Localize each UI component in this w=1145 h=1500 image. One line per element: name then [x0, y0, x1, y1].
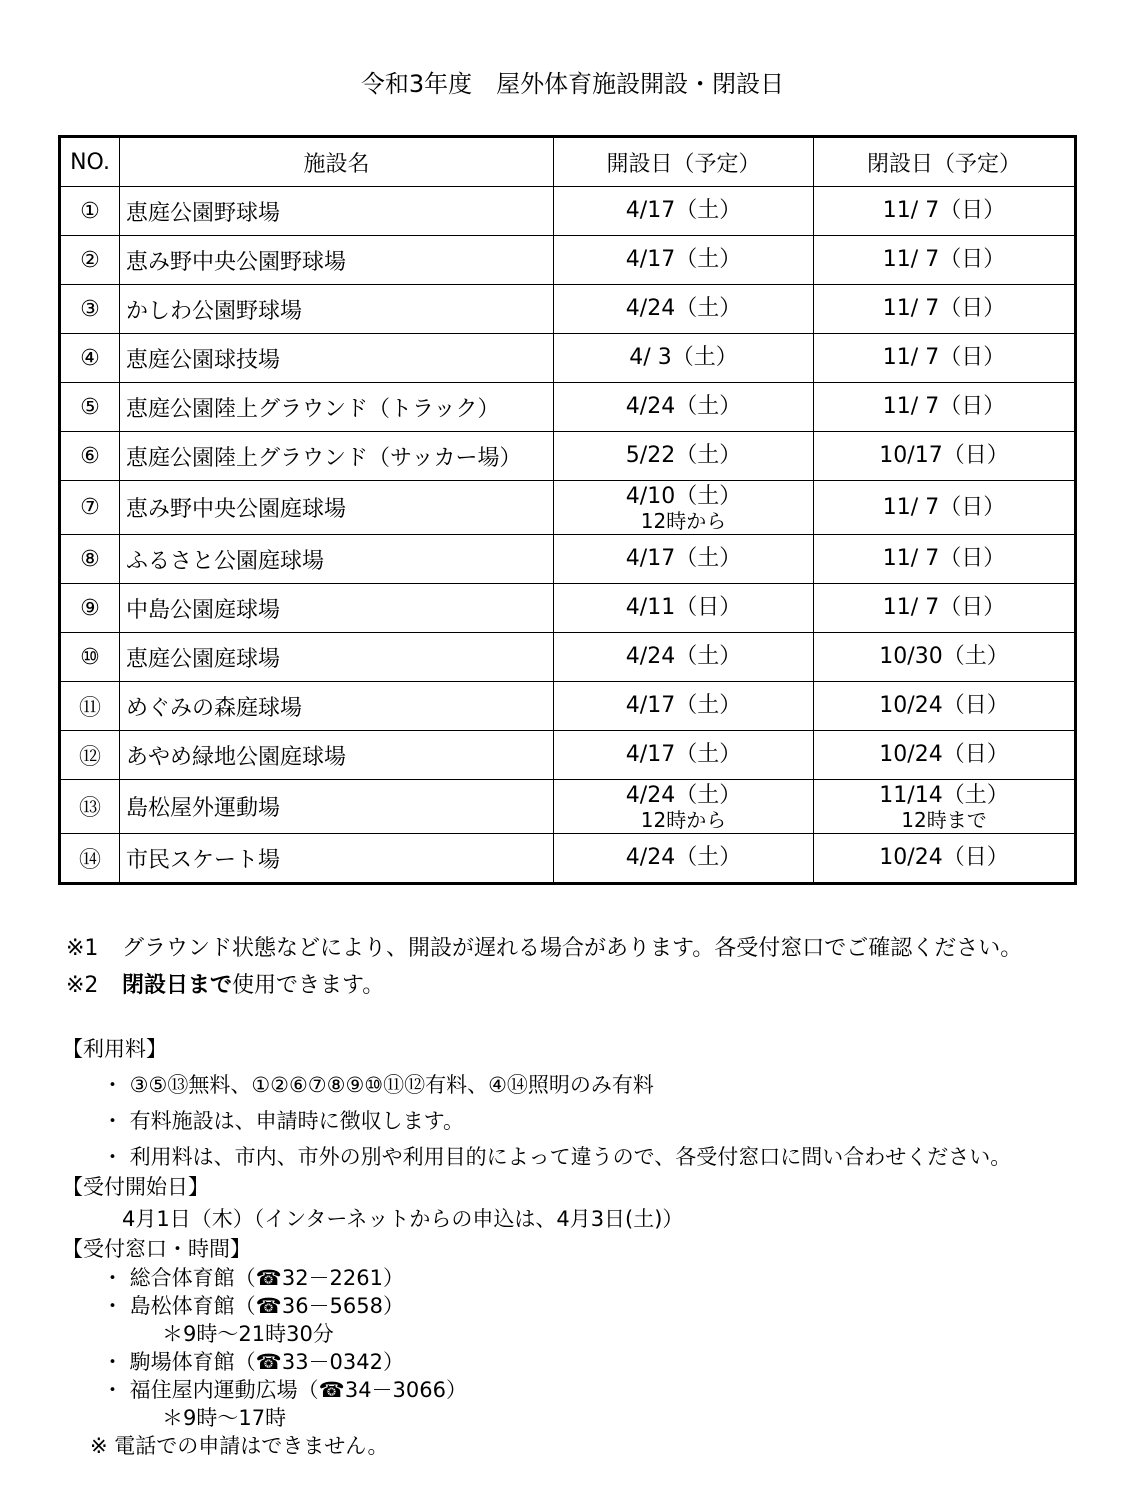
row-number	[60, 633, 120, 682]
open-date	[554, 383, 814, 432]
row-number	[60, 780, 120, 834]
table-row	[60, 383, 1076, 432]
facility-name	[120, 334, 554, 383]
row-number-text: ⑤	[80, 394, 100, 420]
facility-name	[120, 285, 554, 334]
facility-name-text: 恵庭公園陸上グラウンド（サッカー場）	[126, 445, 522, 471]
open-date	[554, 187, 814, 236]
close-date	[814, 432, 1076, 481]
facility-name-text: 恵庭公園庭球場	[126, 646, 281, 672]
facility-name-text: 島松屋外運動場	[126, 796, 281, 821]
table-row	[60, 236, 1076, 285]
open-date-text: 4/ 3（土）	[629, 345, 738, 370]
facility-name	[120, 481, 554, 535]
close-date	[814, 187, 1076, 236]
close-date-text: 11/ 7（日）	[882, 494, 1006, 520]
close-date	[814, 584, 1076, 633]
row-number-text: ⑬	[78, 796, 101, 821]
facility-name-text: ふるさと公園庭球場	[126, 548, 325, 574]
header-name: 施設名	[120, 137, 554, 187]
row-number-text: ⑫	[78, 744, 101, 770]
facility-name-text: 恵庭公園陸上グラウンド（トラック）	[126, 396, 500, 422]
facility-name	[120, 633, 554, 682]
note-1-text: グラウンド状態などにより、開設が遅れる場合があります。各受付窓口でご確認ください。	[122, 936, 1023, 961]
counter-item: ・ 島松体育館（☎36－5658）	[102, 1294, 404, 1318]
close-date	[814, 731, 1076, 780]
row-number	[60, 731, 120, 780]
facility-name	[120, 731, 554, 780]
close-date-text: 10/30（土）	[879, 644, 1009, 669]
close-date-text: 11/ 7（日）	[882, 546, 1006, 571]
close-date	[814, 682, 1076, 731]
close-date	[814, 780, 1076, 834]
facility-name-text: めぐみの森庭球場	[126, 695, 303, 721]
facility-name	[120, 383, 554, 432]
counters-heading: 【受付窓口・時間】	[62, 1237, 251, 1261]
fees-item: ・ 有料施設は、申請時に徴収します。	[102, 1109, 464, 1133]
close-date-text: 11/ 7（日）	[882, 394, 1006, 419]
row-number	[60, 682, 120, 731]
counter-item: ・ 福住屋内運動広場（☎34－3066）	[102, 1378, 467, 1402]
open-date	[554, 334, 814, 383]
facility-name-text: あやめ緑地公園庭球場	[126, 744, 347, 770]
facility-name	[120, 187, 554, 236]
open-date	[554, 584, 814, 633]
counters-note: ※ 電話での申請はできません。	[90, 1434, 389, 1458]
open-date-text: 4/17（土）	[625, 247, 742, 272]
row-number	[60, 187, 120, 236]
row-number-text: ⑦	[80, 495, 100, 520]
close-date-text: 10/17（日）	[879, 443, 1009, 468]
facility-name-text: かしわ公園野球場	[126, 298, 303, 324]
facility-name-text: 中島公園庭球場	[126, 597, 281, 623]
row-number	[60, 236, 120, 285]
counter-item: ・ 総合体育館（☎32－2261）	[102, 1266, 404, 1290]
open-date	[554, 633, 814, 682]
note-2	[66, 967, 1022, 1004]
table-row	[60, 731, 1076, 780]
counter-hours: ＊9時～17時	[162, 1406, 287, 1430]
row-number	[60, 432, 120, 481]
open-date-text: 4/24（土）	[625, 782, 742, 808]
row-number-text: ⑧	[80, 546, 100, 572]
facility-name	[120, 432, 554, 481]
close-date-text: 11/ 7（日）	[882, 296, 1006, 321]
open-date-text: 4/24（土）	[625, 845, 742, 870]
facility-name-text: 市民スケート場	[126, 847, 281, 873]
row-number-text: ⑪	[78, 695, 101, 721]
open-date	[554, 481, 814, 535]
table-row	[60, 584, 1076, 633]
open-date-text: 4/11（日）	[625, 595, 742, 620]
table-row	[60, 633, 1076, 682]
close-date-text: 11/ 7（日）	[882, 345, 1006, 370]
open-date-text: 5/22（土）	[625, 443, 742, 468]
open-date	[554, 780, 814, 834]
table-row	[60, 334, 1076, 383]
note-2-bold: 閉設日まで	[122, 973, 233, 998]
open-date-text: 4/17（土）	[625, 693, 742, 718]
close-date-text: 10/24（日）	[879, 742, 1009, 767]
facility-name	[120, 682, 554, 731]
open-date	[554, 285, 814, 334]
start-heading: 【受付開始日】	[62, 1175, 209, 1199]
facility-name	[120, 780, 554, 834]
note-1-mark: ※1	[66, 936, 99, 961]
close-date-text: 11/ 7（日）	[882, 198, 1006, 223]
header-no: NO.	[60, 137, 120, 187]
row-number-text: ⑥	[80, 443, 100, 469]
page-title: 令和3年度 屋外体育施設開設・閉設日	[360, 70, 785, 98]
close-date	[814, 633, 1076, 682]
fees-item: ・ ③⑤⑬無料、①②⑥⑦⑧⑨⑩⑪⑫有料、④⑭照明のみ有料	[102, 1073, 654, 1097]
facility-name	[120, 834, 554, 884]
row-number	[60, 383, 120, 432]
close-date-text: 10/24（日）	[879, 693, 1009, 718]
open-date-text: 4/17（土）	[625, 742, 742, 767]
close-date	[814, 383, 1076, 432]
facility-name	[120, 236, 554, 285]
close-date	[814, 236, 1076, 285]
row-number-text: ⑭	[78, 847, 101, 873]
open-date	[554, 535, 814, 584]
row-number-text: ③	[80, 296, 100, 322]
open-date-text: 4/24（土）	[625, 296, 742, 321]
row-number	[60, 285, 120, 334]
open-date-text: 4/24（土）	[625, 644, 742, 669]
open-note: 12時から	[640, 807, 727, 832]
open-date-text: 4/24（土）	[625, 394, 742, 419]
row-number-text: ①	[80, 198, 100, 224]
facility-table	[58, 135, 1077, 885]
note-1	[66, 930, 1022, 967]
facility-name	[120, 584, 554, 633]
table-row	[60, 432, 1076, 481]
fees-heading: 【利用料】	[62, 1037, 167, 1061]
row-number-text: ②	[80, 247, 100, 273]
header-close: 閉設日（予定）	[814, 137, 1076, 187]
counter-item: ・ 駒場体育館（☎33－0342）	[102, 1350, 404, 1374]
close-date-text: 11/14（土）	[879, 782, 1009, 808]
open-date-text: 4/17（土）	[625, 546, 742, 571]
open-date-text: 4/17（土）	[625, 198, 742, 223]
row-number	[60, 834, 120, 884]
row-number-text: ④	[80, 345, 100, 371]
notes	[66, 930, 1022, 1004]
row-number-text: ⑨	[80, 595, 100, 621]
table-row	[60, 682, 1076, 731]
row-number-text: ⑩	[80, 644, 100, 670]
row-number	[60, 584, 120, 633]
row-number	[60, 334, 120, 383]
counter-hours: ＊9時～21時30分	[162, 1322, 334, 1346]
open-date	[554, 432, 814, 481]
row-number	[60, 481, 120, 535]
open-date	[554, 236, 814, 285]
table-row	[60, 187, 1076, 236]
close-date-text: 11/ 7（日）	[882, 247, 1006, 272]
table-header-row	[60, 137, 1076, 187]
facility-name-text: 恵み野中央公園庭球場	[126, 497, 347, 522]
facility-name	[120, 535, 554, 584]
start-text: 4月1日（木）（インターネットからの申込は、4月3日(土)）	[122, 1207, 684, 1231]
table-row	[60, 780, 1076, 834]
table-row	[60, 834, 1076, 884]
note-2-mark: ※2	[66, 973, 99, 998]
close-date	[814, 334, 1076, 383]
facility-name-text: 恵み野中央公園野球場	[126, 249, 347, 275]
row-number	[60, 535, 120, 584]
open-date-text: 4/10（土）	[625, 483, 742, 509]
table-row	[60, 481, 1076, 535]
info-section	[62, 1034, 1132, 1460]
close-date-text: 10/24（日）	[879, 845, 1009, 870]
facility-name-text: 恵庭公園野球場	[126, 200, 281, 226]
open-note: 12時から	[640, 508, 727, 533]
table-row	[60, 535, 1076, 584]
fees-item: ・ 利用料は、市内、市外の別や利用目的によって違うので、各受付窓口に問い合わせください。	[102, 1145, 1012, 1169]
open-date	[554, 682, 814, 731]
close-date	[814, 481, 1076, 535]
open-date	[554, 731, 814, 780]
close-date-text: 11/ 7（日）	[882, 595, 1006, 620]
open-date	[554, 834, 814, 884]
table-row	[60, 285, 1076, 334]
close-note: 12時まで	[901, 807, 987, 832]
close-date	[814, 535, 1076, 584]
note-2-text: 使用できます。	[232, 973, 385, 998]
facility-name-text: 恵庭公園球技場	[126, 347, 281, 373]
header-open: 開設日（予定）	[554, 137, 814, 187]
close-date	[814, 285, 1076, 334]
close-date	[814, 834, 1076, 884]
